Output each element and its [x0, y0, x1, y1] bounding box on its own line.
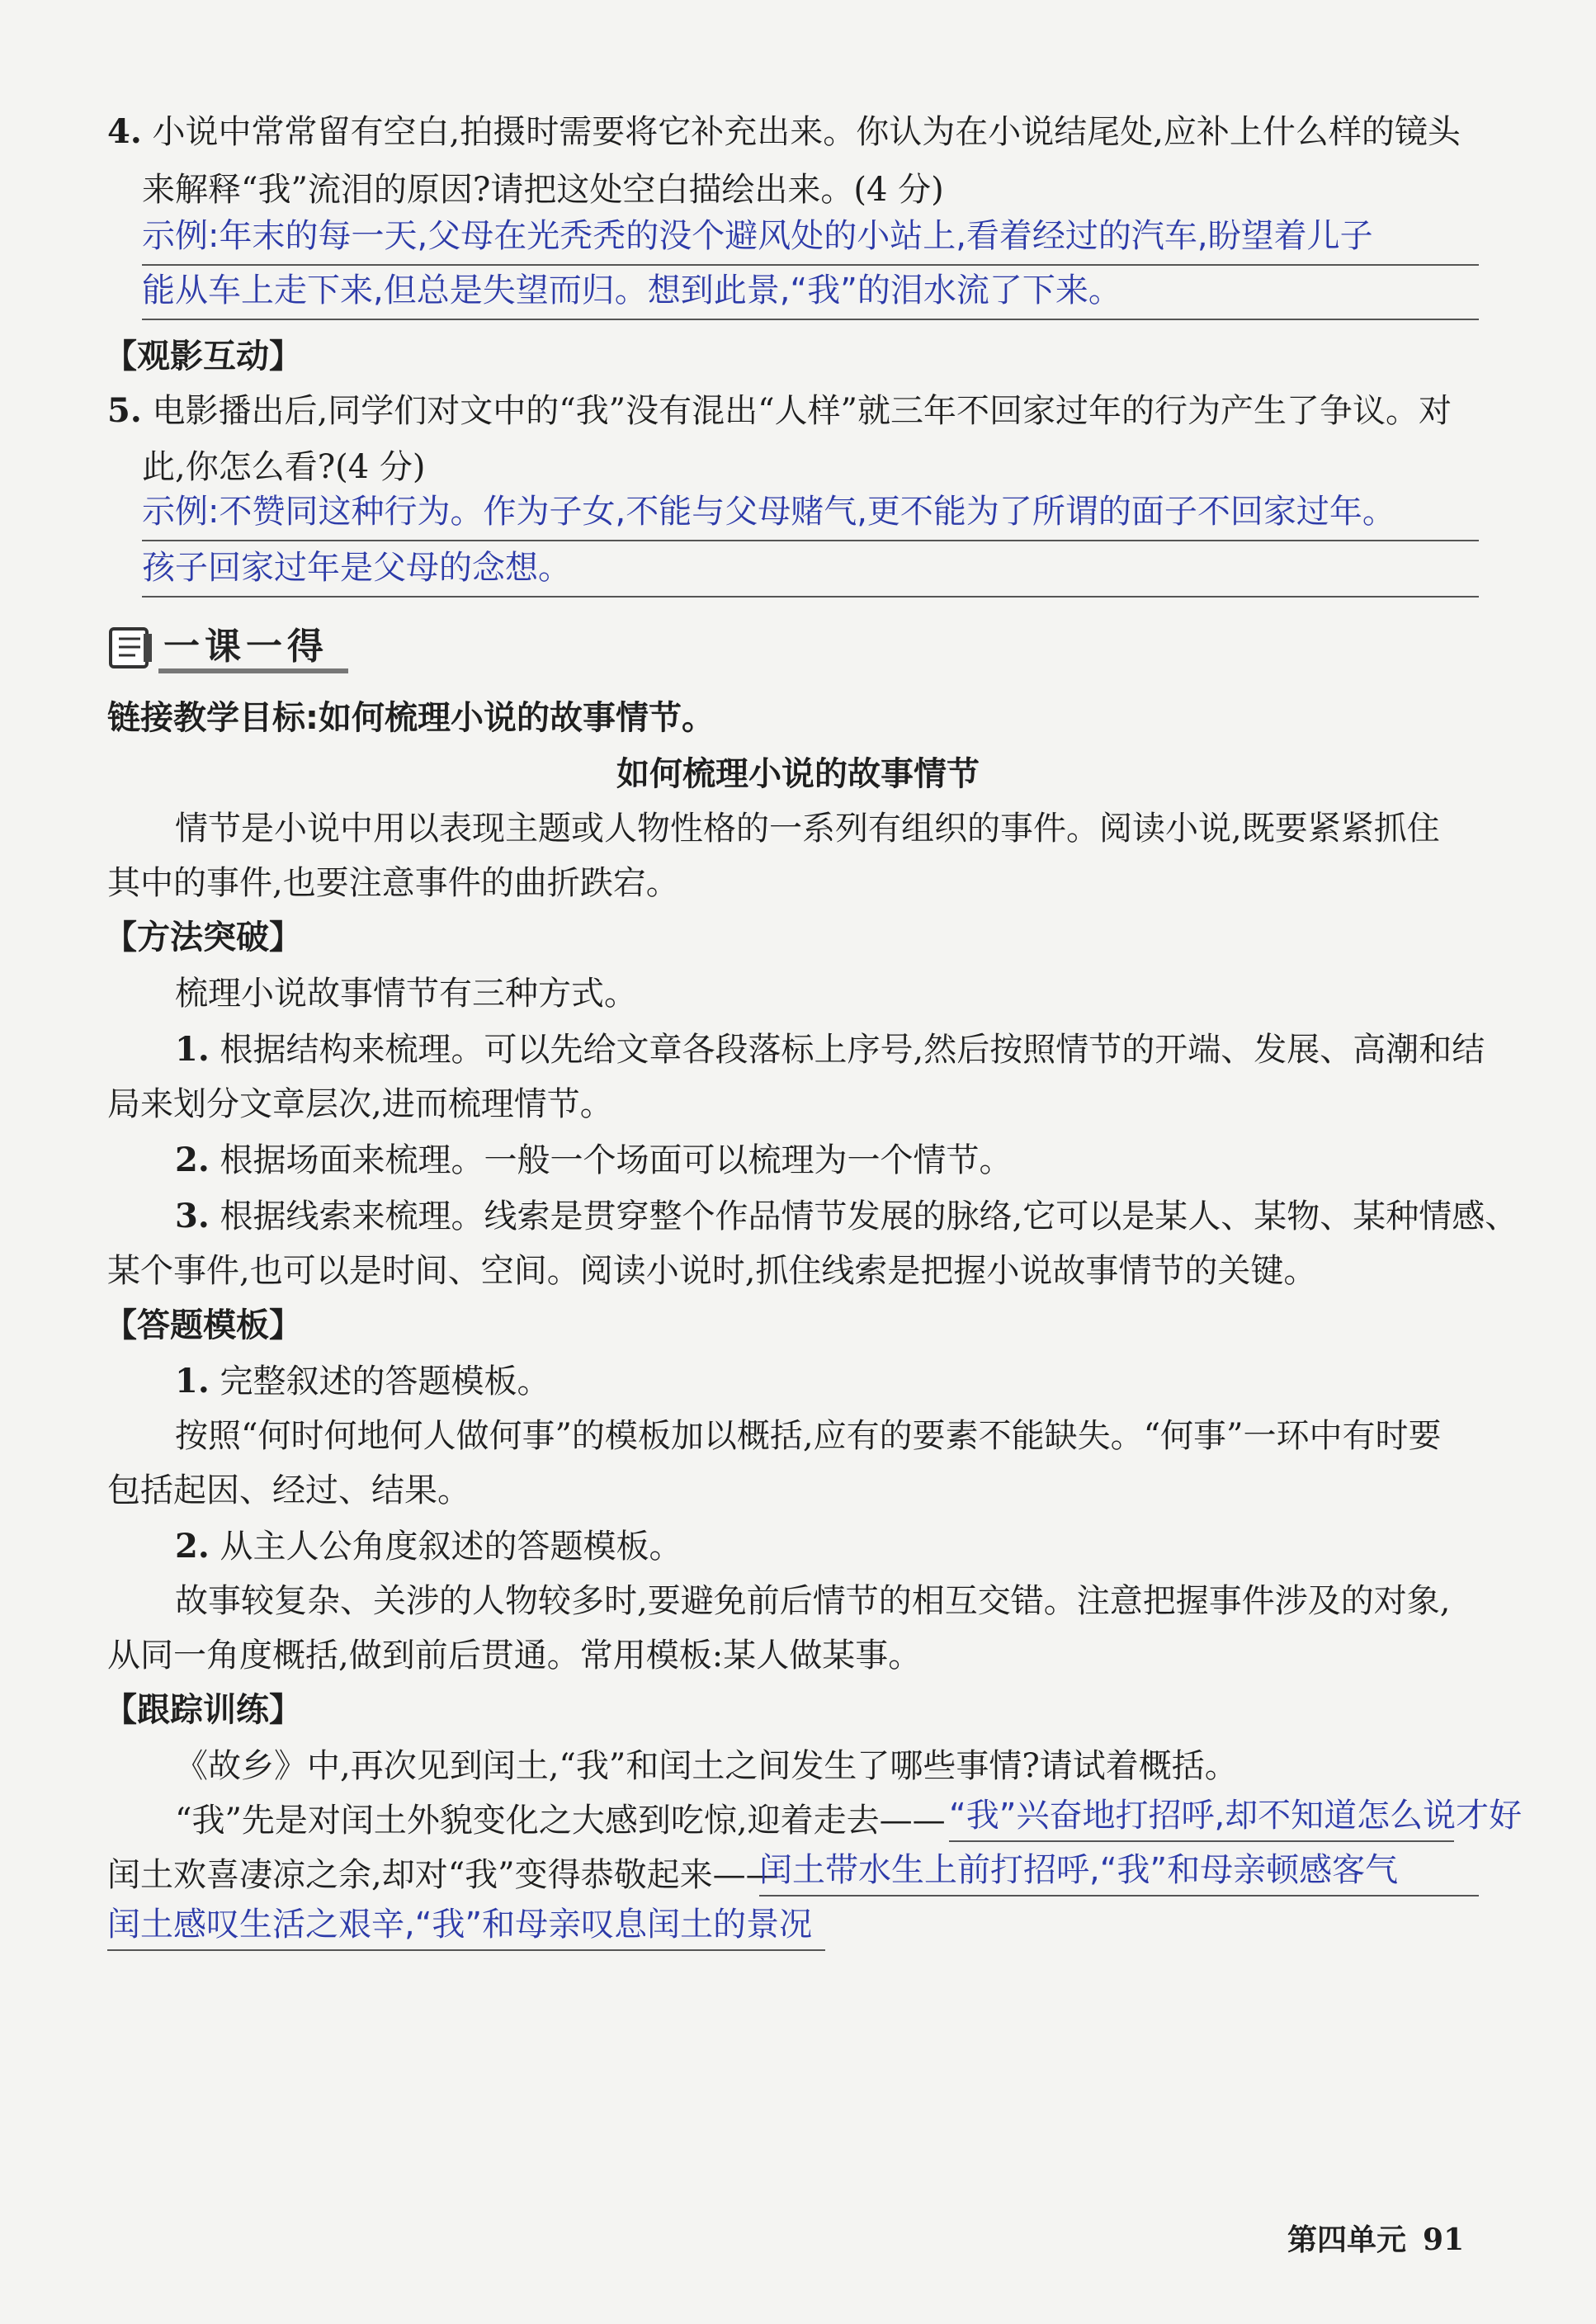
link-goal: 链接教学目标:如何梳理小说的故事情节。	[107, 699, 715, 737]
practice-row1-answer: “我”兴奋地打招呼,却不知道怎么说才好	[949, 1797, 1523, 1835]
banner-title: 一课一得	[163, 626, 328, 668]
template-2-heading	[175, 1523, 682, 1570]
answer-rule	[759, 1895, 1479, 1897]
q5-number: 5.	[107, 391, 142, 430]
template-2-line1: 故事较复杂、关涉的人物较多时,要避免前后情节的相互交错。注意把握事件涉及的对象,	[175, 1582, 1451, 1620]
article-title: 如何梳理小说的故事情节	[616, 755, 980, 793]
section-heading-genzong: 【跟踪训练】	[104, 1691, 302, 1729]
section-heading-guanying: 【观影互动】	[104, 338, 302, 376]
method-2-text: 根据场面来梳理。一般一个场面可以梳理为一个情节。	[220, 1141, 1013, 1179]
answer-rule	[142, 264, 1479, 266]
q4-text-line2: 来解释“我”流泪的原因?请把这处空白描绘出来。(4 分)	[142, 171, 944, 209]
q5-line1	[107, 388, 1452, 434]
method-3-line1	[175, 1193, 1518, 1240]
notebook-icon	[107, 626, 155, 670]
q5-answer-line2: 孩子回家过年是父母的念想。	[142, 549, 571, 587]
answer-rule	[107, 1949, 825, 1951]
q5-text-line2: 此,你怎么看?(4 分)	[142, 448, 426, 486]
q4-text-line1: 小说中常常留有空白,拍摄时需要将它补充出来。你认为在小说结尾处,应补上什么样的镜头	[152, 113, 1461, 151]
practice-question: 《故乡》中,再次见到闰土,“我”和闰土之间发生了哪些事情?请试着概括。	[175, 1747, 1238, 1785]
template-1-number: 1.	[175, 1362, 210, 1401]
practice-row3-answer: 闰土感叹生活之艰辛,“我”和母亲叹息闰土的景况	[107, 1906, 813, 1944]
method-3-number: 3.	[175, 1197, 210, 1235]
q5-text-line1: 电影播出后,同学们对文中的“我”没有混出“人样”就三年不回家过年的行为产生了争议。对	[152, 392, 1452, 430]
q4-number: 4.	[107, 112, 142, 151]
answer-rule	[949, 1840, 1454, 1842]
template-2-title: 从主人公角度叙述的答题模板。	[220, 1528, 682, 1566]
practice-row2-prefix: 闰土欢喜凄凉之余,却对“我”变得恭敬起来——	[107, 1856, 779, 1894]
q5-answer-line1: 示例:不赞同这种行为。作为子女,不能与父母赌气,更不能为了所谓的面子不回家过年。	[142, 493, 1395, 531]
unit-label: 第四单元	[1287, 2223, 1407, 2257]
method-2-number: 2.	[175, 1141, 210, 1179]
section-banner	[107, 621, 355, 678]
section-heading-dati: 【答题模板】	[104, 1306, 302, 1344]
q4-answer-line2: 能从车上走下来,但总是失望而归。想到此景,“我”的泪水流了下来。	[142, 272, 1121, 309]
template-1-line1: 按照“何时何地何人做何事”的模板加以概括,应有的要素不能缺失。“何事”一环中有时要	[175, 1417, 1442, 1455]
method-1-number: 1.	[175, 1030, 210, 1069]
method-1-line1	[175, 1027, 1485, 1073]
template-2-number: 2.	[175, 1527, 210, 1566]
answer-rule	[142, 596, 1479, 598]
template-1-heading	[175, 1358, 550, 1405]
template-1-line2: 包括起因、经过、结果。	[107, 1471, 470, 1509]
answer-rule	[142, 319, 1479, 320]
template-1-title: 完整叙述的答题模板。	[220, 1363, 550, 1401]
fangfa-lead: 梳理小说故事情节有三种方式。	[175, 975, 637, 1013]
method-2-line1	[175, 1137, 1012, 1183]
method-3-line2: 某个事件,也可以是时间、空间。阅读小说时,抓住线索是把握小说故事情节的关键。	[107, 1252, 1317, 1290]
practice-row2-answer: 闰土带水生上前打招呼,“我”和母亲顿感客气	[759, 1851, 1399, 1889]
intro-line2: 其中的事件,也要注意事件的曲折跌宕。	[107, 864, 679, 902]
page-number: 91	[1423, 2222, 1465, 2257]
page-footer	[1287, 2220, 1464, 2260]
intro-line1: 情节是小说中用以表现主题或人物性格的一系列有组织的事件。阅读小说,既要紧紧抓住	[175, 810, 1440, 848]
template-2-line2: 从同一角度概括,做到前后贯通。常用模板:某人做某事。	[107, 1637, 922, 1675]
practice-row1-prefix: “我”先是对闰土外貌变化之大感到吃惊,迎着走去——	[175, 1802, 946, 1840]
method-1-line2: 局来划分文章层次,进而梳理情节。	[107, 1085, 613, 1123]
answer-rule	[142, 540, 1479, 541]
q4-line1	[107, 109, 1461, 155]
section-heading-fangfa: 【方法突破】	[104, 919, 302, 957]
q4-answer-line1: 示例:年末的每一天,父母在光秃秃的没个避风处的小站上,看着经过的汽车,盼望着儿子	[142, 217, 1373, 255]
method-1-text: 根据结构来梳理。可以先给文章各段落标上序号,然后按照情节的开端、发展、高潮和结	[220, 1031, 1485, 1069]
method-3-text: 根据线索来梳理。线索是贯穿整个作品情节发展的脉络,它可以是某人、某物、某种情感、	[220, 1197, 1518, 1235]
